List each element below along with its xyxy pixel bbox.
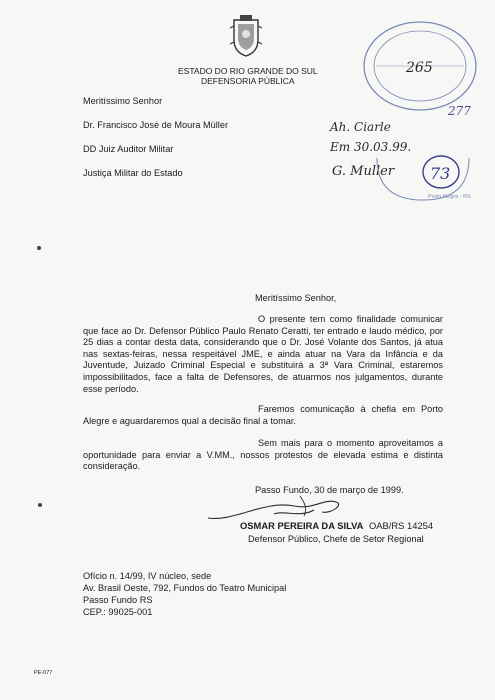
office-line-2: Av. Brasil Oeste, 792, Fundos do Teatro Municipal bbox=[83, 583, 287, 593]
form-code: PE-077 bbox=[34, 670, 53, 676]
letter-paragraph-1: O presente tem como finalidade comunicar que face ao Dr. Defensor Público Paulo Renato Ceratti, ter entrado e laudo médico, por 25 dias a contar desta data, considerando que o Dr. José Volante dos Santos, já atua nas sextas-feiras, nessa respeitável JME, e ainda atuar na Vara da Infância e da Juventude, Juizado Criminal Especial e substituirá a 3ª Vara Criminal, estaremos impossibilitados, face a falta de Defensores, de atuarmos nos julgamentos, durante esse período. bbox=[83, 314, 443, 394]
header-state: ESTADO DO RIO GRANDE DO SUL bbox=[178, 66, 318, 76]
handwritten-note-2: Em 30.03.99. bbox=[330, 140, 412, 154]
office-line-3: Passo Fundo RS bbox=[83, 595, 153, 605]
signatory-role: Defensor Público, Chefe de Setor Regional bbox=[248, 534, 424, 544]
handwritten-note-1: Ah. Ciarle bbox=[330, 120, 391, 134]
recipient-name: Dr. Francisco José de Moura Müller bbox=[83, 120, 229, 130]
office-line-1: Ofício n. 14/99, IV núcleo, sede bbox=[83, 571, 212, 581]
signatory-oab: OAB/RS 14254 bbox=[369, 520, 434, 531]
margin-mark bbox=[37, 246, 41, 250]
place-date: Passo Fundo, 30 de março de 1999. bbox=[255, 485, 404, 495]
handwritten-signature-initials: G. Muller bbox=[332, 164, 395, 179]
stamp-city: Porto Alegre - RS bbox=[428, 194, 471, 200]
recipient-salutation: Meritíssimo Senhor bbox=[83, 96, 163, 106]
letter-paragraph-2: Faremos comunicação à chefia em Porto Alegre e aguardaremos qual a decisão final a tomar. bbox=[83, 404, 443, 426]
header-office: DEFENSORIA PÚBLICA bbox=[201, 76, 295, 86]
recipient-court: Justiça Militar do Estado bbox=[83, 168, 183, 178]
margin-mark bbox=[38, 503, 42, 507]
letter-salutation: Meritíssimo Senhor, bbox=[255, 293, 337, 303]
office-line-4: CEP.: 99025-001 bbox=[83, 607, 153, 617]
signatory-name: OSMAR PEREIRA DA SILVA bbox=[240, 520, 364, 531]
handwritten-note-number: 277 bbox=[448, 104, 471, 118]
state-coat-of-arms-icon bbox=[228, 14, 264, 58]
letter-paragraph-3: Sem mais para o momento aproveitamos a oportunidade para enviar a V.MM., nossos protestos de elevada estima e distinta consideração. bbox=[83, 438, 443, 472]
circled-number: 73 bbox=[430, 164, 451, 183]
stamp-number: 265 bbox=[406, 60, 433, 76]
recipient-title: DD Juiz Auditor Militar bbox=[83, 144, 174, 154]
